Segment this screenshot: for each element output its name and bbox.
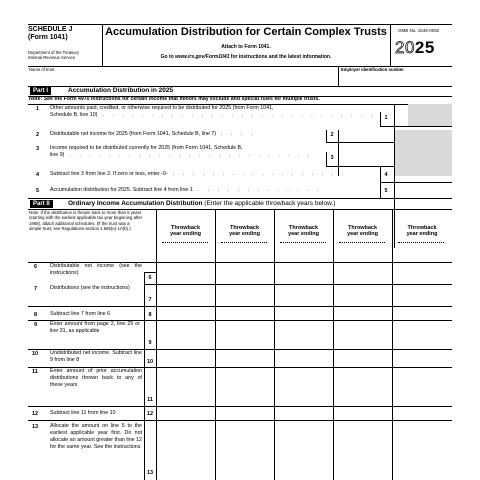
line5-number: 5	[36, 188, 40, 194]
line4-dots: . . . . . . . . . . . . . . . . . .	[167, 171, 347, 177]
line2-rule	[326, 142, 394, 143]
part2-note	[29, 210, 143, 231]
line11-box-label: 11	[147, 397, 153, 403]
line3-number: 3	[36, 146, 40, 152]
year-prefix: 20	[395, 38, 415, 57]
schedule-label: SCHEDULE J	[28, 26, 73, 33]
line9-number: 9	[34, 322, 38, 328]
line13-text: Allocate the amount on line 5 to the earliest applicable year first. Do not allocate an amount greater than line 12 for the same year. See the instructions	[50, 423, 142, 450]
part1-title: Accumulation Distribution in 2025	[68, 87, 174, 94]
line9-text: Enter amount from page 2, line 25 or line 31, as applicable	[50, 321, 140, 334]
line10-box-label: 10	[146, 359, 154, 365]
line6-box-top	[144, 272, 156, 273]
line3-box-label: 3	[330, 155, 334, 161]
line8-text: Subtract line 7 from line 6	[50, 311, 111, 317]
part2-badge: Part II	[30, 200, 53, 208]
hdr-divider-right	[390, 24, 391, 66]
year-field-4[interactable]	[339, 242, 385, 243]
line1-amount[interactable]	[395, 113, 408, 125]
linebox-left	[144, 272, 145, 480]
line3-text-a: Income required to be distributed currently for 2025 (from Form 1041, Schedule B,	[50, 145, 243, 151]
year-suffix: 25	[414, 38, 435, 57]
goto-url[interactable]: www.irs.gov/Form1041	[175, 54, 230, 60]
line7-number: 7	[34, 286, 38, 292]
line5-amount[interactable]	[395, 184, 451, 196]
line1-number: 1	[36, 106, 40, 112]
year-field-3[interactable]	[280, 242, 326, 243]
part2-note-text: Note: If the distribution is thrown back to more than 5 years (starting with the earliest applicable tax year beginning after 1968), attach additional schedules. (If the trust was a simple trust, see Regulations section 1.665(e)-1A(b).)	[29, 210, 143, 231]
part2-top-rule	[28, 198, 452, 199]
line1-rule	[380, 126, 452, 127]
line4-amount[interactable]	[395, 168, 451, 180]
line1-text-b-label: Schedule B, line 10)	[50, 112, 98, 118]
name-of-trust-label: Name of trust	[29, 67, 55, 72]
line4-text-label: Subtract line 3 from line 2. If zero or less, enter -0-	[50, 171, 168, 177]
line2-box-label: 2	[330, 132, 334, 138]
line2-number: 2	[36, 132, 40, 138]
top-rule	[28, 24, 452, 25]
col-header-3	[274, 225, 333, 237]
part1-badge: Part I	[30, 87, 51, 95]
line4-rule	[380, 182, 452, 183]
col3-head-a: Throwback	[288, 225, 319, 231]
line2-text	[50, 131, 256, 138]
trust-name-field[interactable]	[30, 74, 335, 84]
line4-text	[50, 171, 347, 178]
tax-year	[395, 38, 435, 58]
hdr-divider-left	[102, 24, 103, 66]
line3-amount[interactable]	[339, 153, 393, 165]
ein-field[interactable]	[341, 74, 449, 84]
line9-box-label: 9	[148, 340, 152, 346]
col5-head-b: year ending	[406, 231, 438, 237]
dept-label	[28, 50, 102, 60]
line5-text-label: Accumulation distribution for 2025. Subtract line 4 from line 1	[50, 187, 193, 193]
line5-dots: . . . . . . . . . . . . .	[192, 187, 323, 193]
line8-number: 8	[34, 312, 38, 318]
part1-note: Note: See the Form 4970 instructions for certain income that minors may exclude and special rules for multiple trusts.	[29, 96, 320, 102]
attach-note: Attach to Form 1041.	[221, 44, 271, 50]
col3-head-b: year ending	[288, 231, 319, 237]
line11-text: Enter amount of prior accumulation distributions thrown back to any of these years	[50, 368, 142, 388]
line3-text	[50, 145, 322, 159]
form-id-block	[28, 26, 102, 60]
line6-text: Distributable net income (see the instructions)	[50, 263, 142, 276]
line7-text: Distributions (see the instructions)	[50, 285, 130, 291]
line5-box-label: 5	[384, 188, 388, 194]
line7-box-label: 7	[148, 297, 152, 303]
line13-box-label: 13	[146, 470, 154, 476]
line1-text-b	[50, 112, 390, 119]
line2-text-label: Distributable net income for 2025 (from Form 1041, Schedule B, line 7)	[50, 131, 217, 137]
line5-text	[50, 187, 322, 194]
col5-head-a: Throwback	[407, 225, 437, 231]
goto-pre: Go to	[160, 54, 176, 60]
col-header-4	[333, 225, 392, 237]
col1-head-b: year ending	[170, 231, 201, 237]
line12-number: 12	[32, 411, 39, 417]
line13-number: 13	[32, 424, 39, 430]
form-label: (Form 1041)	[28, 34, 68, 41]
line2-amount[interactable]	[339, 131, 393, 141]
line12-text: Subtract line 11 from line 10	[50, 410, 116, 416]
year-field-1[interactable]	[162, 242, 208, 243]
irs-text: Internal Revenue Service	[28, 55, 76, 60]
col4-head-a: Throwback	[347, 225, 378, 231]
throwback-amount-grid[interactable]	[157, 263, 451, 479]
line6-box-label: 6	[148, 275, 152, 281]
line6-number: 6	[34, 264, 38, 270]
dept-text: Department of the Treasury	[28, 50, 79, 55]
line1-text-a: Other amounts paid, credited, or otherwise required to be distributed for 2025 (from Form 1041,	[50, 105, 274, 111]
col-header-5	[392, 225, 452, 237]
line11-number: 11	[32, 369, 38, 375]
ein-label: Employer identification number	[341, 67, 404, 72]
line1-text	[50, 105, 390, 119]
line3-dots: . . . . . . . . . . . . . . . . . . . . . . . . .	[64, 152, 314, 158]
line3-text-b	[50, 152, 322, 159]
line3-rule	[326, 166, 394, 167]
line2-dots: . . . .	[216, 131, 256, 137]
line10-number: 10	[32, 351, 39, 357]
part2-title-note: (Enter the applicable throwback years below.)	[202, 200, 336, 207]
line4-number: 4	[36, 172, 40, 178]
line3-text-b-label: line 9)	[50, 152, 65, 158]
part2-title	[68, 200, 335, 208]
goto-post: for instructions and the latest information.	[229, 54, 332, 60]
part2-title-main: Ordinary Income Accumulation Distribution	[68, 200, 203, 207]
line10-text: Undistributed net income. Subtract line 9 from line 8	[50, 350, 142, 363]
line1-dots: . . . . . . . . . . . . . . . . . . . . . . . . . . . .	[97, 112, 376, 118]
col-header-1	[156, 225, 215, 237]
omb-number: OMB No. 1545-0092	[398, 28, 440, 33]
col1-head-a: Throwback	[170, 225, 201, 231]
col4-head-b: year ending	[347, 231, 378, 237]
line8-box-label: 8	[148, 312, 152, 318]
line1-box-label: 1	[384, 115, 388, 121]
form-title: Accumulation Distribution for Certain Complex Trusts	[105, 26, 387, 38]
year-field-5[interactable]	[398, 242, 444, 243]
shade-line1	[408, 104, 452, 126]
year-field-2[interactable]	[221, 242, 267, 243]
line4-box-label: 4	[384, 172, 388, 178]
col2-head-b: year ending	[229, 231, 260, 237]
goto-note	[104, 54, 388, 60]
col2-head-a: Throwback	[229, 225, 260, 231]
line12-box-label: 12	[146, 411, 154, 417]
col-header-2	[215, 225, 274, 237]
name-ein-divider	[338, 66, 339, 86]
